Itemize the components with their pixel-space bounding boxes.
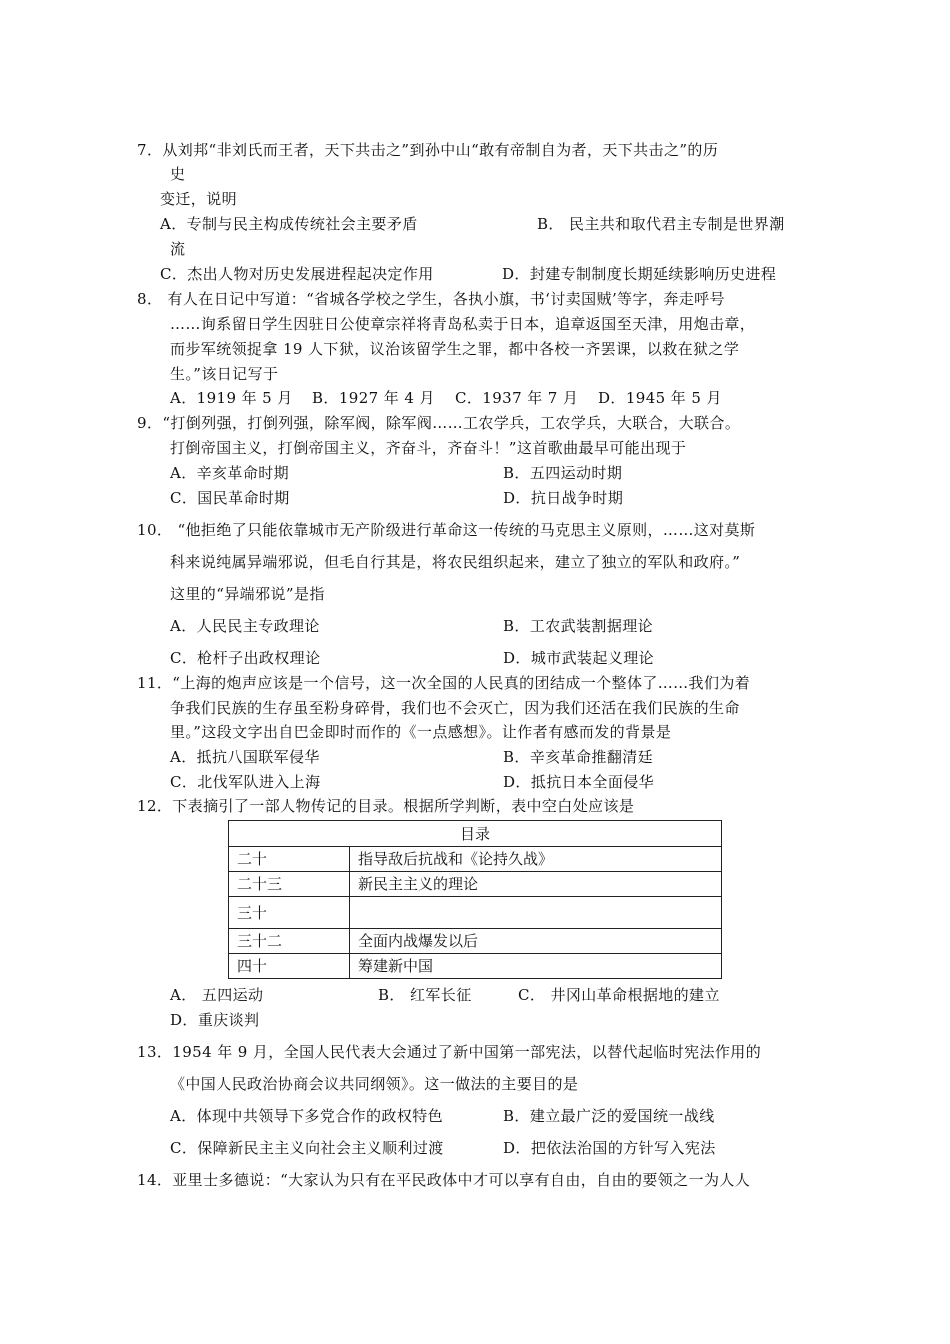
q11-option-b: B．辛亥革命推翻清廷 xyxy=(503,748,654,766)
table-row xyxy=(229,872,722,897)
q7-option-c: C．杰出人物对历史发展进程起决定作用 xyxy=(160,265,434,283)
table-of-contents xyxy=(228,820,722,979)
q7-option-d: D．封建专制制度长期延续影响历史进程 xyxy=(502,265,777,283)
q10-stem-line3: 这里的“异端邪说”是指 xyxy=(170,585,325,603)
q9-option-b: B．五四运动时期 xyxy=(503,464,623,482)
q8-option-a: A．1919 年 5 月 xyxy=(170,389,293,407)
chapter-title: 新民主主义的理论 xyxy=(350,872,722,897)
q10-option-d: D．城市武装起义理论 xyxy=(503,649,655,667)
q10-option-b: B．工农武装割据理论 xyxy=(503,617,654,635)
q9-option-d: D．抗日战争时期 xyxy=(503,489,624,507)
chapter-number: 二十三 xyxy=(229,872,350,897)
q9-stem-line1: 9．“打倒列强，打倒列强，除军阀，除军阀……工农学兵，工农学兵，大联合，大联合。 xyxy=(137,414,741,432)
table-row xyxy=(229,847,722,872)
q8-option-d: D．1945 年 5 月 xyxy=(598,389,722,407)
q13-stem-line1: 13．1954 年 9 月，全国人民代表大会通过了新中国第一部宪法，以替代起临时宪法作用的 xyxy=(137,1043,762,1061)
q8-stem-line2: ……询系留日学生因驻日公使章宗祥将青岛私卖于日本，追章返国至天津，用炮击章， xyxy=(170,315,756,333)
q12-stem: 12．下表摘引了一部人物传记的目录。根据所学判断，表中空白处应该是 xyxy=(137,797,635,815)
q12-option-b: B． 红军长征 xyxy=(378,986,472,1004)
q8-stem-line1: 8． 有人在日记中写道：“省城各学校之学生，各执小旗，书‘讨卖国贼’等字，奔走呼号 xyxy=(137,290,725,308)
q7-stem-line3: 变迁，说明 xyxy=(160,190,238,208)
chapter-number: 三十 xyxy=(229,897,350,929)
q12-option-d: D．重庆谈判 xyxy=(170,1011,260,1029)
q7-option-a: A．专制与民主构成传统社会主要矛盾 xyxy=(160,215,418,233)
q7-option-b: B． 民主共和取代君主专制是世界潮 xyxy=(537,215,785,233)
q13-option-c: C．保障新民主主义向社会主义顺利过渡 xyxy=(170,1139,444,1157)
q7-option-b-cont: 流 xyxy=(170,240,186,258)
q11-option-d: D．抵抗日本全面侵华 xyxy=(503,773,655,791)
q13-stem-line2: 《中国人民政治协商会议共同纲领》。这一做法的主要目的是 xyxy=(170,1075,579,1093)
table-title: 目录 xyxy=(229,821,722,847)
q9-stem-line2: 打倒帝国主义，打倒帝国主义，齐奋斗，齐奋斗！”这首歌曲最早可能出现于 xyxy=(170,439,687,457)
q12-option-a: A． 五四运动 xyxy=(170,986,264,1004)
q13-option-a: A．体现中共领导下多党合作的政权特色 xyxy=(170,1107,444,1125)
table-row xyxy=(229,954,722,979)
q14-stem-line1: 14．亚里士多德说：“大家认为只有在平民政体中才可以享有自由，自由的要领之一为人人 xyxy=(137,1171,751,1189)
q10-stem-line2: 科来说纯属异端邪说，但毛自行其是，将农民组织起来，建立了独立的军队和政府。” xyxy=(170,553,741,571)
q11-stem-line3: 里。”这段文字出自巴金即时而作的《一点感想》。让作者有感而发的背景是 xyxy=(170,723,672,741)
q8-stem-line4: 生。”该日记写于 xyxy=(170,365,279,383)
q7-stem-line1: 7．从刘邦“非刘氏而王者，天下共击之”到孙中山“敢有帝制自为者，天下共击之”的历 xyxy=(137,141,719,159)
q11-stem-line2: 争我们民族的生存虽至粉身碎骨，我们也不会灭亡，因为我们还活在我们民族的生命 xyxy=(170,699,740,717)
chapter-number: 三十二 xyxy=(229,929,350,954)
chapter-number: 二十 xyxy=(229,847,350,872)
table-row xyxy=(229,929,722,954)
chapter-number: 四十 xyxy=(229,954,350,979)
q9-option-a: A．辛亥革命时期 xyxy=(170,464,290,482)
q8-option-b: B．1927 年 4 月 xyxy=(312,389,435,407)
q12-option-c: C． 井冈山革命根据地的建立 xyxy=(518,986,720,1004)
q11-option-a: A．抵抗八国联军侵华 xyxy=(170,748,320,766)
q13-option-b: B．建立最广泛的爱国统一战线 xyxy=(503,1107,715,1125)
q10-option-c: C．枪杆子出政权理论 xyxy=(170,649,321,667)
q8-stem-line3: 而步军统领捉拿 19 人下狱，议治该留学生之罪，都中各校一齐罢课，以救在狱之学 xyxy=(170,340,740,358)
chapter-title: 指导敌后抗战和《论持久战》 xyxy=(350,847,722,872)
q11-stem-line1: 11．“上海的炮声应该是一个信号，这一次全国的人民真的团结成一个整体了……我们为着 xyxy=(137,674,751,692)
q8-option-c: C．1937 年 7 月 xyxy=(455,389,579,407)
q13-option-d: D．把依法治国的方针写入宪法 xyxy=(503,1139,716,1157)
chapter-title: 全面内战爆发以后 xyxy=(350,929,722,954)
table-row xyxy=(229,897,722,929)
chapter-title: 筹建新中国 xyxy=(350,954,722,979)
chapter-title-blank xyxy=(350,897,722,929)
q10-option-a: A．人民民主专政理论 xyxy=(170,617,320,635)
q7-stem-line2: 史 xyxy=(170,165,186,183)
q11-option-c: C．北伐军队进入上海 xyxy=(170,773,321,791)
q9-option-c: C．国民革命时期 xyxy=(170,489,290,507)
q10-stem-line1: 10． “他拒绝了只能依靠城市无产阶级进行革命这一传统的马克思主义原则，……这对莫斯 xyxy=(137,521,756,539)
